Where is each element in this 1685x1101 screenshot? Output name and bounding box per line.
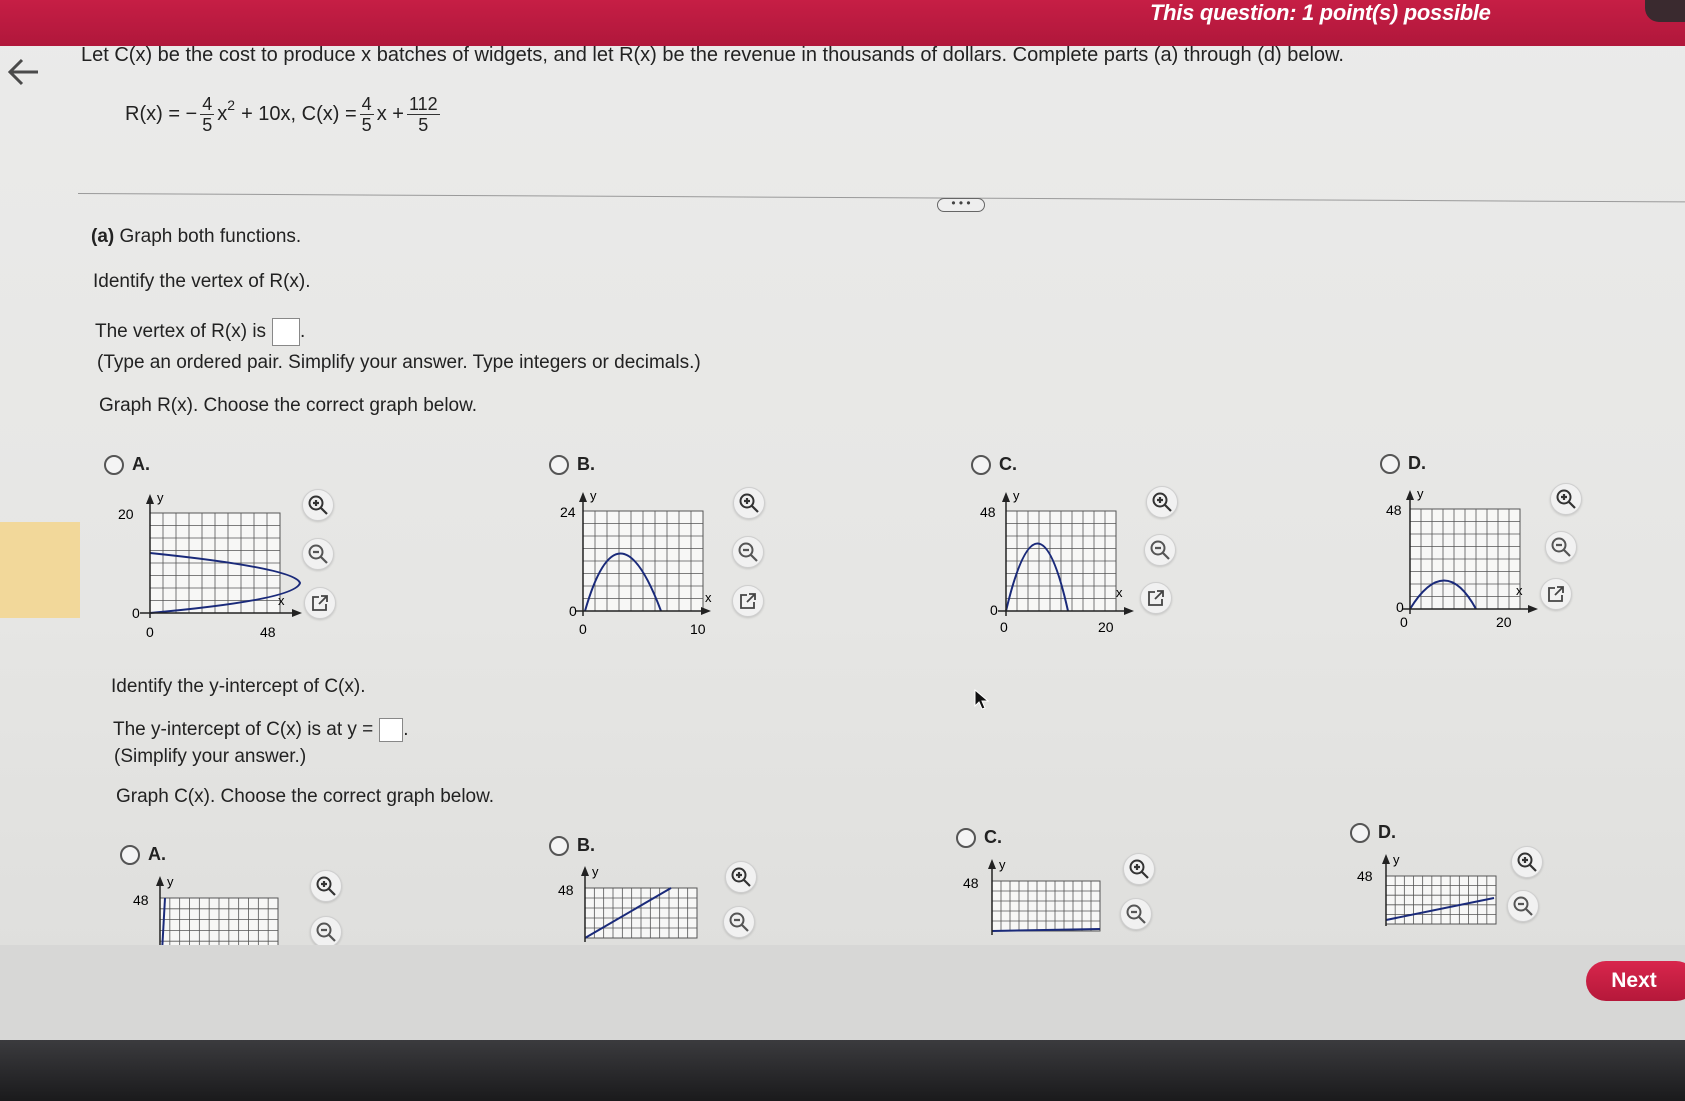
question-intro: Let C(x) be the cost to produce x batches of widgets, and let R(x) be the revenue in thousands of dollars. Complete parts (a) through (d) below. xyxy=(81,44,1344,66)
graph-grid xyxy=(583,511,703,611)
open-external-icon[interactable] xyxy=(732,585,764,617)
formula-text: x + xyxy=(376,103,404,125)
fraction xyxy=(360,94,374,135)
y-axis-arrow xyxy=(988,859,996,869)
x-axis-arrow xyxy=(701,607,711,615)
open-external-icon[interactable] xyxy=(1540,578,1572,610)
r-graph-c xyxy=(976,486,1146,638)
formula-text: R(x) = − xyxy=(125,103,198,125)
c-option-a[interactable] xyxy=(120,844,166,865)
x-min-label: 0 xyxy=(146,624,154,640)
c-graph-d xyxy=(1356,850,1516,930)
y-min-label: 0 xyxy=(569,603,577,619)
points-possible: This question: 1 point(s) possible xyxy=(1150,0,1491,25)
x-axis-arrow xyxy=(1124,607,1134,615)
graph-r-prompt: Graph R(x). Choose the correct graph below. xyxy=(99,395,478,416)
y-axis-arrow xyxy=(1406,490,1414,500)
zoom-in-icon[interactable] xyxy=(302,489,334,521)
y-max-label: 48 xyxy=(963,875,979,891)
intercept-prompt: Identify the y-intercept of C(x). xyxy=(111,676,366,697)
option-label: C. xyxy=(999,454,1017,474)
intercept-answer-input[interactable] xyxy=(379,718,403,742)
zoom-out-icon[interactable] xyxy=(302,538,334,570)
zoom-in-icon[interactable] xyxy=(1146,486,1178,518)
radio-button[interactable] xyxy=(1350,823,1370,843)
denominator: 5 xyxy=(202,115,213,135)
y-axis-arrow xyxy=(156,876,164,886)
open-external-icon[interactable] xyxy=(304,587,336,619)
radio-button[interactable] xyxy=(104,455,124,475)
x-max-label: 48 xyxy=(260,624,276,640)
fraction xyxy=(200,94,214,135)
x-axis-label: x xyxy=(1116,585,1123,600)
radio-button[interactable] xyxy=(971,455,991,475)
vertex-hint: (Type an ordered pair. Simplify your answer. Type integers or decimals.) xyxy=(97,352,701,373)
y-axis-label: y xyxy=(1417,486,1424,501)
option-label: D. xyxy=(1378,822,1396,842)
vertex-prompt: Identify the vertex of R(x). xyxy=(93,271,311,292)
divider xyxy=(78,193,1685,202)
vertex-label: The vertex of R(x) is xyxy=(95,321,267,343)
c-option-b[interactable] xyxy=(549,835,595,856)
intercept-hint: (Simplify your answer.) xyxy=(114,746,307,767)
graph-grid xyxy=(160,898,278,952)
y-axis-label: y xyxy=(1393,852,1400,867)
c-graph-c xyxy=(962,855,1122,935)
c-graph-b xyxy=(555,862,715,942)
part-heading-text: Graph both functions. xyxy=(119,226,302,247)
option-label: D. xyxy=(1408,453,1426,473)
zoom-in-icon[interactable] xyxy=(1511,846,1543,878)
x-axis-arrow xyxy=(1528,605,1538,613)
x-min-label: 0 xyxy=(579,621,587,637)
y-max-label: 20 xyxy=(118,506,134,522)
formula-text: + 10x, C(x) = xyxy=(241,103,357,125)
r-graph-a xyxy=(110,488,310,640)
y-max-label: 48 xyxy=(1386,502,1402,518)
zoom-in-icon[interactable] xyxy=(310,870,342,902)
zoom-in-icon[interactable] xyxy=(1550,483,1582,515)
function-formula xyxy=(125,94,443,135)
zoom-out-icon[interactable] xyxy=(1144,534,1176,566)
y-max-label: 48 xyxy=(558,882,574,898)
formula-text: x xyxy=(217,103,228,125)
top-bar xyxy=(0,0,1685,46)
denominator: 5 xyxy=(418,115,429,135)
intercept-line: The y-intercept of C(x) is at y = . xyxy=(113,719,409,741)
mouse-cursor-icon xyxy=(973,688,991,712)
option-label: A. xyxy=(148,844,166,864)
fraction xyxy=(407,94,440,135)
graph-grid xyxy=(992,881,1100,931)
screen-bezel xyxy=(0,1040,1685,1101)
c-option-c[interactable] xyxy=(956,827,1002,848)
x-max-label: 20 xyxy=(1496,614,1512,630)
x-axis-arrow xyxy=(292,609,302,617)
zoom-in-icon[interactable] xyxy=(725,861,757,893)
zoom-out-icon[interactable] xyxy=(1545,531,1577,563)
y-axis-label: y xyxy=(167,874,174,889)
zoom-out-icon[interactable] xyxy=(1120,898,1152,930)
y-max-label: 48 xyxy=(980,504,996,520)
r-option-c[interactable] xyxy=(971,454,1017,475)
y-axis-label: y xyxy=(592,864,599,879)
x-max-label: 10 xyxy=(690,621,706,637)
y-min-label: 0 xyxy=(990,602,998,618)
radio-button[interactable] xyxy=(1380,454,1400,474)
y-axis-label: y xyxy=(157,490,164,505)
back-arrow-icon[interactable] xyxy=(4,52,44,99)
r-option-a[interactable] xyxy=(104,454,150,475)
expand-more-button[interactable]: • • • xyxy=(937,198,985,212)
zoom-out-icon[interactable] xyxy=(1507,890,1539,922)
x-axis-label: x xyxy=(1516,583,1523,598)
numerator: 4 xyxy=(202,94,213,114)
current-part-marker xyxy=(0,522,80,618)
y-axis-arrow xyxy=(579,492,587,502)
option-label: A. xyxy=(132,454,150,474)
x-axis-label: x xyxy=(278,593,285,608)
radio-button[interactable] xyxy=(549,836,569,856)
radio-button[interactable] xyxy=(956,828,976,848)
intercept-label: The y-intercept of C(x) is at y = xyxy=(113,719,374,741)
y-min-label: 0 xyxy=(132,605,140,621)
zoom-out-icon[interactable] xyxy=(723,906,755,938)
x-min-label: 0 xyxy=(1400,614,1408,630)
y-axis-arrow xyxy=(1382,854,1390,864)
option-label: B. xyxy=(577,454,595,474)
part-label: (a) xyxy=(91,226,115,247)
y-axis-arrow xyxy=(1002,492,1010,502)
c-graph-a xyxy=(130,872,290,952)
corner-tab xyxy=(1645,0,1685,22)
y-max-label: 48 xyxy=(1357,868,1373,884)
open-external-icon[interactable] xyxy=(1140,582,1172,614)
vertex-answer-input[interactable] xyxy=(272,318,300,346)
graph-c-prompt: Graph C(x). Choose the correct graph below. xyxy=(116,786,495,807)
graph-grid xyxy=(585,888,697,938)
radio-button[interactable] xyxy=(120,845,140,865)
part-a-heading xyxy=(91,226,301,248)
zoom-in-icon[interactable] xyxy=(1123,853,1155,885)
zoom-in-icon[interactable] xyxy=(733,487,765,519)
footer-panel xyxy=(0,945,1685,1045)
next-button[interactable]: Next xyxy=(1586,961,1685,1001)
y-axis-label: y xyxy=(1013,488,1020,503)
y-max-label: 24 xyxy=(560,504,576,520)
y-max-label: 48 xyxy=(133,892,149,908)
r-option-b[interactable] xyxy=(549,454,595,475)
r-graph-b xyxy=(553,486,723,638)
numerator: 4 xyxy=(361,94,372,114)
exponent: 2 xyxy=(227,96,236,113)
x-min-label: 0 xyxy=(1000,619,1008,635)
option-label: B. xyxy=(577,835,595,855)
x-max-label: 20 xyxy=(1098,619,1114,635)
y-axis-arrow xyxy=(581,866,589,876)
c-option-d[interactable] xyxy=(1350,822,1396,843)
zoom-out-icon[interactable] xyxy=(732,536,764,568)
zoom-out-icon[interactable] xyxy=(310,916,342,948)
numerator: 112 xyxy=(408,94,438,114)
option-label: C. xyxy=(984,827,1002,847)
y-axis-arrow xyxy=(146,494,154,504)
vertex-line: The vertex of R(x) is . xyxy=(95,318,305,346)
radio-button[interactable] xyxy=(549,455,569,475)
r-graph-d xyxy=(1380,484,1550,636)
y-min-label: 0 xyxy=(1396,599,1404,615)
y-axis-label: y xyxy=(999,857,1006,872)
denominator: 5 xyxy=(361,115,372,135)
r-option-d[interactable] xyxy=(1380,453,1426,474)
y-axis-label: y xyxy=(590,488,597,503)
x-axis-label: x xyxy=(705,590,712,605)
